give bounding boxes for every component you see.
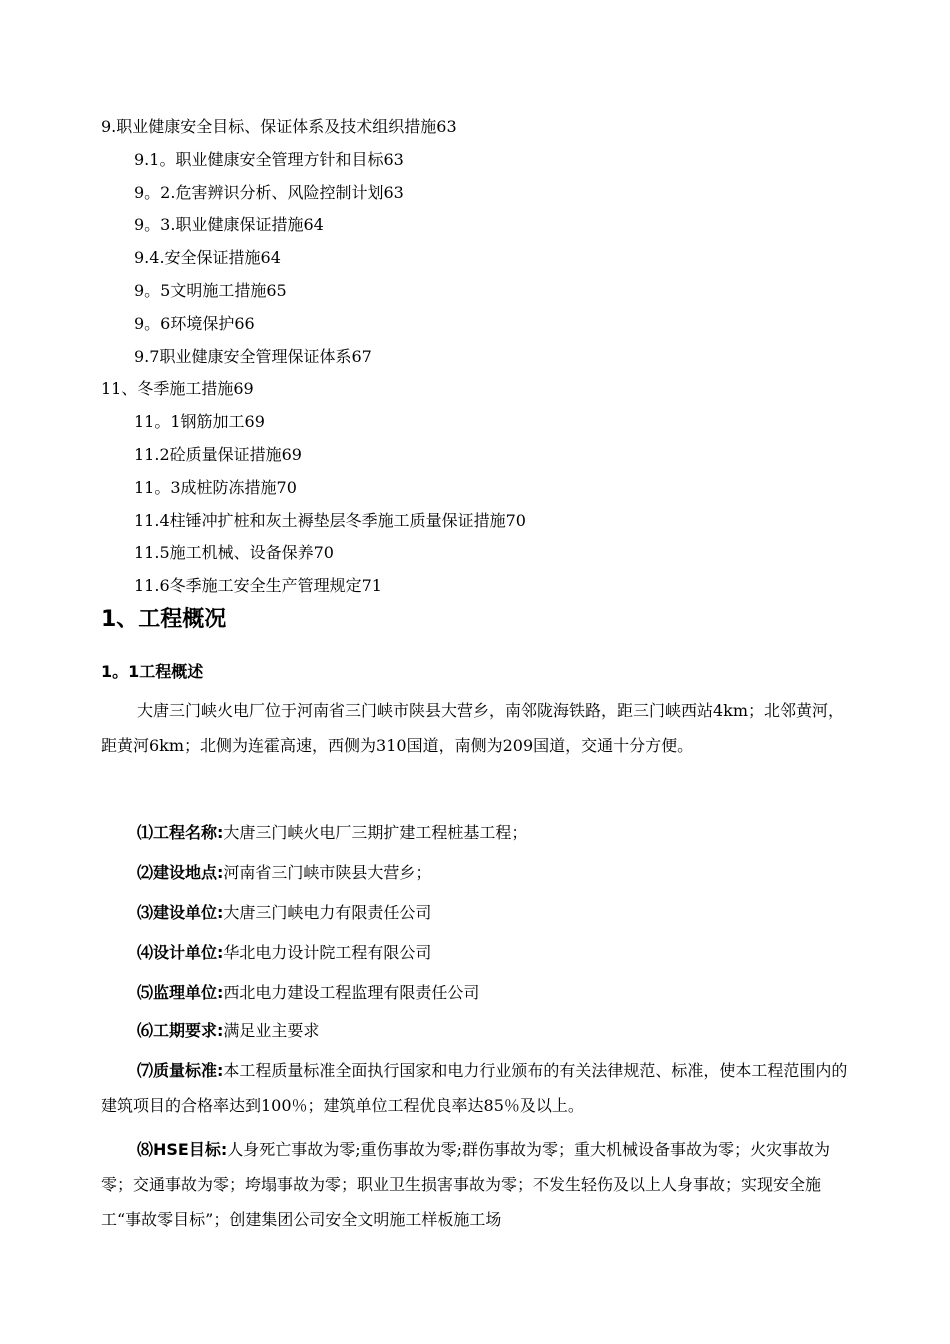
item-value: 人身死亡事故为零;重伤事故为零;群伤事故为零；重大机械设备事故为零；火灾事故为零；交通事故为零；垮塌事故为零；职业卫生损害事故为零；不发生轻伤及以上人身事故；实现安全施工“事故零目标”；创建集团公司安全文明施工样板施工场: [101, 1140, 831, 1229]
item-label: ⑷设计单位:: [137, 943, 224, 962]
project-info-item: [137, 815, 849, 850]
item-label: ⑸监理单位:: [137, 983, 224, 1002]
toc-entry[interactable]: 11.2砼质量保证措施69: [134, 444, 302, 464]
toc-entry[interactable]: 11。3成桩防冻措施70: [134, 477, 297, 497]
item-label: ⑴工程名称:: [137, 823, 224, 842]
toc-entry[interactable]: 9。3.职业健康保证措施64: [134, 215, 324, 235]
toc-entry[interactable]: 9.7职业健康安全管理保证体系67: [134, 346, 372, 366]
toc-entry[interactable]: 9。2.危害辨识分析、风险控制计划63: [134, 182, 404, 202]
item-label: ⑻HSE目标:: [137, 1140, 228, 1159]
project-info-item: [137, 855, 849, 890]
toc-entry[interactable]: 11、冬季施工措施69: [101, 379, 254, 399]
toc-entry[interactable]: 11。1钢筋加工69: [134, 412, 265, 432]
project-info-item: [137, 975, 849, 1010]
project-info-item: [137, 1013, 849, 1048]
toc-entry[interactable]: 9。6环境保护66: [134, 313, 255, 333]
item-label: ⑹工期要求:: [137, 1021, 224, 1040]
project-info-item: [101, 1053, 849, 1123]
item-value: 满足业主要求: [223, 1021, 320, 1040]
item-value: 华北电力设计院工程有限公司: [223, 943, 432, 962]
item-label: ⑵建设地点:: [137, 863, 224, 882]
toc-entry[interactable]: 9.4.安全保证措施64: [134, 248, 281, 268]
item-value: 本工程质量标准全面执行国家和电力行业颁布的有关法律规范、标准，使本工程范围内的建筑项目的合格率达到100％；建筑单位工程优良率达85％及以上。: [101, 1061, 848, 1115]
toc-entry[interactable]: 9.职业健康安全目标、保证体系及技术组织措施63: [101, 117, 457, 136]
intro-paragraph: 大唐三门峡火电厂位于河南省三门峡市陕县大营乡，南邻陇海铁路，距三门峡西站4km；北邻黄河，距黄河6km；北侧为连霍高速，西侧为310国道，南侧为209国道，交通十分方便。: [101, 701, 845, 755]
project-info-item: [137, 895, 849, 930]
toc-entry[interactable]: 11.4柱锤冲扩桩和灰土褥垫层冬季施工质量保证措施70: [134, 510, 526, 530]
toc-entry[interactable]: 11.6冬季施工安全生产管理规定71: [134, 576, 382, 596]
item-label: ⑶建设单位:: [137, 903, 224, 922]
item-value: 大唐三门峡电力有限责任公司: [223, 903, 432, 922]
toc-entry[interactable]: 9.1。职业健康安全管理方针和目标63: [134, 149, 404, 169]
toc-entry[interactable]: 9。5文明施工措施65: [134, 280, 287, 300]
project-info-item: [101, 1132, 849, 1237]
project-info-item: [137, 935, 849, 970]
item-value: 大唐三门峡火电厂三期扩建工程桩基工程；: [223, 823, 528, 842]
item-value: 西北电力建设工程监理有限责任公司: [223, 983, 480, 1002]
toc-entry[interactable]: 11.5施工机械、设备保养70: [134, 543, 334, 563]
item-value: 河南省三门峡市陕县大营乡；: [223, 863, 432, 882]
subsection-title: 1。1工程概述: [101, 662, 204, 681]
table-of-contents: [0, 112, 950, 604]
item-label: ⑺质量标准:: [137, 1061, 224, 1080]
section-title: 1、工程概况: [101, 607, 227, 632]
